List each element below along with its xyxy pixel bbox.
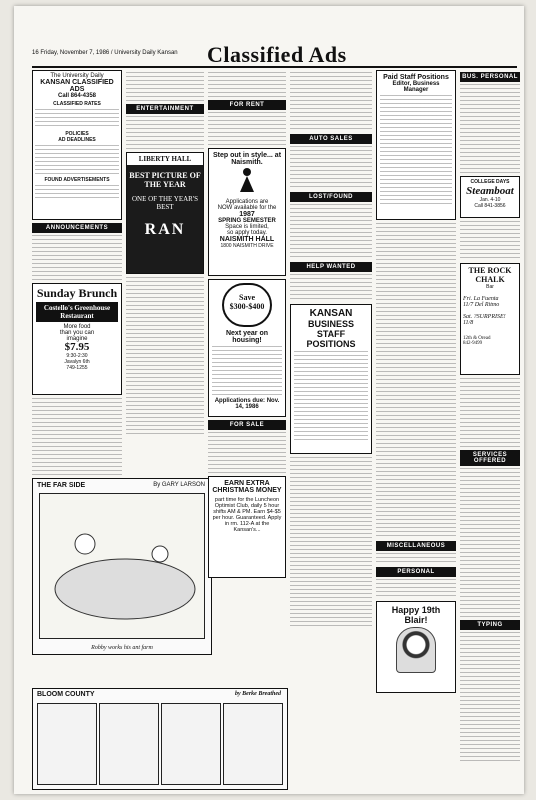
page-title: Classified Ads	[207, 42, 347, 67]
newspaper-page	[14, 6, 524, 794]
personal-text	[376, 579, 456, 599]
bloom-county-author: by Berke Breathed	[235, 691, 281, 697]
naismith-line-4: SPRING SEMESTER	[218, 218, 276, 224]
rates-brand: The University Daily	[50, 73, 104, 79]
auto-sales-text	[290, 146, 372, 190]
paid-staff-ad	[376, 70, 456, 220]
brunch-line-3: imagine	[66, 335, 88, 342]
section-auto-sales: AUTO SALES	[290, 134, 372, 144]
section-bus-personal: BUS. PERSONAL	[460, 72, 520, 82]
column-2	[126, 70, 204, 785]
christmas-money-ad	[208, 476, 286, 578]
steamboat-ad	[460, 176, 520, 218]
column-3	[208, 70, 286, 785]
housing-body	[212, 346, 282, 396]
far-side-title: THE FAR SIDE	[37, 482, 86, 489]
naismith-ad	[208, 148, 286, 276]
far-side-author: By GARY LARSON	[153, 482, 205, 488]
naismith-line-3: 1987	[239, 211, 255, 218]
section-services-offered: SERVICES OFFERED	[460, 450, 520, 466]
rock-chalk-phone: 842-9499	[463, 341, 483, 346]
paid-staff-title: Paid Staff Positions	[383, 74, 449, 81]
liberty-hall-name: LIBERTY HALL	[127, 153, 203, 165]
page-folio: 16 Friday, November 7, 1986 / University Daily Kansan	[32, 50, 178, 56]
christmas-body: part time for the Luncheon Optimist Club, daily 5 hour shifts AM & PM. Earn $4-$5 per hour. Guaranteed. Apply in rm. 112-A at the Kansan's...	[212, 497, 282, 533]
rates-phone: Call 864-4358	[57, 93, 97, 99]
entertainment-text	[126, 116, 204, 150]
bloom-county-title: BLOOM COUNTY	[37, 691, 95, 698]
rates-box	[32, 70, 122, 220]
rock-chalk-line-4: 11/8	[463, 320, 474, 326]
paid-staff-subtitle: Editor, Business Manager	[392, 81, 440, 93]
rock-chalk-sub: Bar	[486, 284, 494, 290]
column-5	[376, 70, 456, 785]
classified-text-c6b	[460, 378, 520, 448]
naismith-line-6: so apply today.	[227, 230, 267, 236]
section-announcements: ANNOUNCEMENTS	[32, 223, 122, 233]
christmas-title: EARN EXTRA CHRISTMAS MONEY	[212, 480, 282, 494]
classified-text-c4b	[290, 457, 372, 627]
liberty-hall-ad	[126, 152, 204, 274]
rock-chalk-ad	[460, 263, 520, 375]
policy-text	[35, 145, 119, 175]
misc-text	[376, 553, 456, 565]
classified-text-c1	[32, 398, 122, 476]
liberty-hall-tag-2: ONE OF THE YEAR'S BEST	[131, 195, 198, 211]
brunch-title: Sunday Brunch	[36, 286, 118, 300]
liberty-hall-film: RAN	[144, 221, 186, 238]
typing-text	[460, 632, 520, 762]
paid-staff-body	[380, 95, 452, 205]
bloom-panel-1	[37, 703, 97, 785]
kansan-staff-ad	[290, 304, 372, 454]
staff-title: BUSINESS STAFF POSITIONS	[306, 319, 356, 349]
classified-text-c4a	[290, 72, 372, 132]
brunch-venue: Costello's Greenhouse Restaurant	[36, 302, 118, 322]
rates-table	[35, 109, 119, 129]
naismith-line-1: Applications are	[225, 199, 269, 205]
classified-text-c2a	[126, 72, 204, 102]
naismith-line-5: Space is limited,	[225, 224, 269, 230]
services-text	[460, 468, 520, 618]
found-label: FOUND ADVERTISEMENTS	[44, 177, 110, 183]
classified-text-c2b	[126, 277, 204, 437]
policies-label: POLICIES	[65, 131, 89, 137]
bus-personal-text	[460, 84, 520, 174]
housing-headline: Next year on housing!	[225, 330, 269, 344]
classified-text-c5a	[376, 223, 456, 539]
section-miscellaneous: MISCELLANEOUS	[376, 541, 456, 551]
lost-found-text	[290, 204, 372, 260]
brunch-line-2: than you can	[59, 329, 95, 336]
steamboat-top: COLLEGE DAYS	[470, 179, 510, 185]
birthday-photo	[396, 627, 436, 673]
for-sale-text	[208, 432, 286, 474]
staff-paper: KANSAN	[309, 308, 353, 319]
rock-chalk-line-2: 11/7 Del Ritmo	[463, 302, 500, 308]
rock-chalk-address: 12th & Oread	[463, 336, 491, 341]
steamboat-name: Steamboat	[466, 185, 514, 197]
housing-deadline: Applications due: Nov. 14, 1986	[214, 398, 280, 410]
section-for-rent: FOR RENT	[208, 100, 286, 110]
column-6	[460, 70, 520, 785]
birthday-title: Happy 19th Blair!	[391, 605, 441, 625]
section-for-sale: FOR SALE	[208, 420, 286, 430]
deadlines-label: AD DEADLINES	[58, 137, 96, 143]
classified-text-c6a	[460, 221, 520, 261]
staff-body	[294, 351, 368, 441]
brunch-phone: 749-1255	[66, 365, 88, 372]
page-header	[32, 42, 517, 68]
housing-ad	[208, 279, 286, 417]
brunch-hours: 9:30-2:30	[66, 353, 88, 360]
help-wanted-text	[290, 274, 372, 302]
section-help-wanted: HELP WANTED	[290, 262, 372, 272]
housing-save-badge: Save $300-$400	[222, 283, 272, 327]
brunch-line-1: More food	[63, 323, 91, 330]
naismith-headline: Step out in style... at Naismith.	[212, 152, 282, 166]
rock-chalk-line-3: Sat. ?SURPRISE!	[463, 314, 506, 320]
naismith-name: NAISMITH HALL	[219, 236, 275, 243]
steamboat-phone: Call 841-3856	[474, 203, 506, 209]
birthday-ad	[376, 601, 456, 693]
naismith-line-2: NOW available for the	[217, 205, 277, 211]
steamboat-dates: Jan. 4-10	[479, 197, 501, 203]
sunday-brunch-ad	[32, 283, 122, 395]
found-text	[35, 185, 119, 199]
column-4	[290, 70, 372, 785]
section-lost-found: LOST/FOUND	[290, 192, 372, 202]
rock-chalk-line-1: Fri. La Fuenta	[463, 296, 499, 302]
rates-label: CLASSIFIED RATES	[53, 101, 101, 107]
brunch-price: $7.95	[64, 340, 90, 353]
for-rent-text	[208, 112, 286, 146]
far-side-caption: Robby works his ant farm	[91, 645, 153, 651]
classified-text-c3a	[208, 72, 286, 98]
section-entertainment: ENTERTAINMENT	[126, 104, 204, 114]
rock-chalk-name: THE ROCK CHALK	[468, 266, 512, 284]
section-typing: TYPING	[460, 620, 520, 630]
dancer-figure-icon	[232, 166, 262, 194]
announcements-text	[32, 235, 122, 281]
rates-title: KANSAN CLASSIFIED ADS	[40, 79, 114, 93]
naismith-address: 1800 NAISMITH DRIVE	[220, 243, 274, 249]
liberty-hall-tag-1: BEST PICTURE OF THE YEAR	[129, 171, 201, 189]
brunch-address: Javalyn 6th	[64, 359, 90, 366]
section-personal: PERSONAL	[376, 567, 456, 577]
